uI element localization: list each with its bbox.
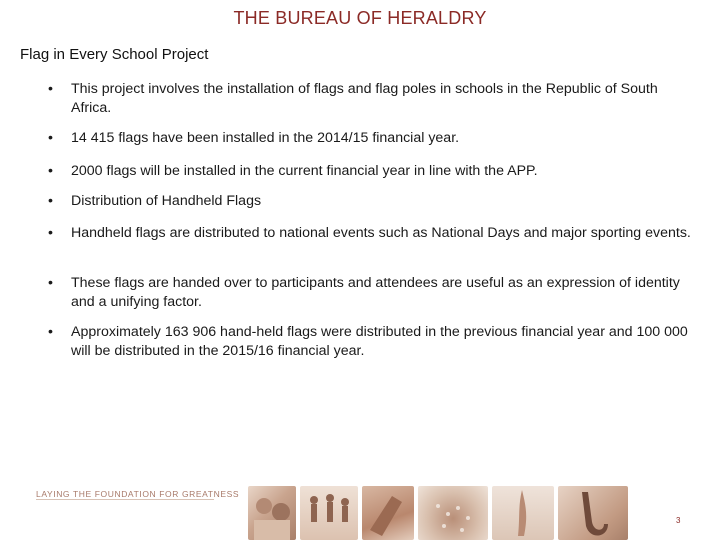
bullet-marker: • bbox=[48, 130, 53, 146]
bullet-text: 2000 flags will be installed in the current financial year in line with the APP. bbox=[71, 163, 538, 179]
list-item bbox=[48, 323, 698, 361]
bullet-text: Distribution of Handheld Flags bbox=[71, 193, 262, 209]
list-item bbox=[48, 129, 698, 148]
bullet-text: Approximately 163 906 hand-held flags were distributed in the previous financial year and 100 000 will be distributed in the 2015/16 financial year. bbox=[71, 324, 688, 359]
bullet-text: These flags are handed over to participants and attendees are useful as an expression of identity and a unifying factor. bbox=[71, 275, 680, 310]
bullet-text: 14 415 flags have been installed in the 2014/15 financial year. bbox=[71, 130, 460, 146]
bullet-marker: • bbox=[48, 324, 53, 340]
faces-photo bbox=[248, 486, 296, 540]
bullet-marker: • bbox=[48, 81, 53, 97]
footer-tagline: LAYING THE FOUNDATION FOR GREATNESS bbox=[36, 489, 240, 499]
slide-title: THE BUREAU OF HERALDRY bbox=[233, 8, 487, 28]
hands-photo bbox=[362, 486, 414, 540]
page-number: 3 bbox=[676, 516, 681, 525]
bullet-text: This project involves the installation of flags and flag poles in schools in the Republic of South Africa. bbox=[71, 81, 658, 116]
bullet-marker: • bbox=[48, 275, 53, 291]
section-title: Flag in Every School Project bbox=[20, 46, 209, 63]
saxophone-photo bbox=[558, 486, 628, 540]
beadwork-photo bbox=[418, 486, 488, 540]
photo-strip bbox=[248, 486, 698, 540]
bullet-text: Handheld flags are distributed to national events such as National Days and major sporting events. bbox=[71, 225, 691, 241]
ballet-photo bbox=[492, 486, 554, 540]
list-item bbox=[48, 192, 698, 211]
list-item bbox=[48, 224, 698, 243]
bullet-marker: • bbox=[48, 193, 53, 209]
list-item bbox=[48, 80, 698, 118]
bullet-marker: • bbox=[48, 225, 53, 241]
dancers-photo bbox=[300, 486, 358, 540]
list-item bbox=[48, 274, 698, 312]
bullet-marker: • bbox=[48, 163, 53, 179]
tagline-underline bbox=[36, 499, 214, 500]
list-item bbox=[48, 162, 698, 181]
